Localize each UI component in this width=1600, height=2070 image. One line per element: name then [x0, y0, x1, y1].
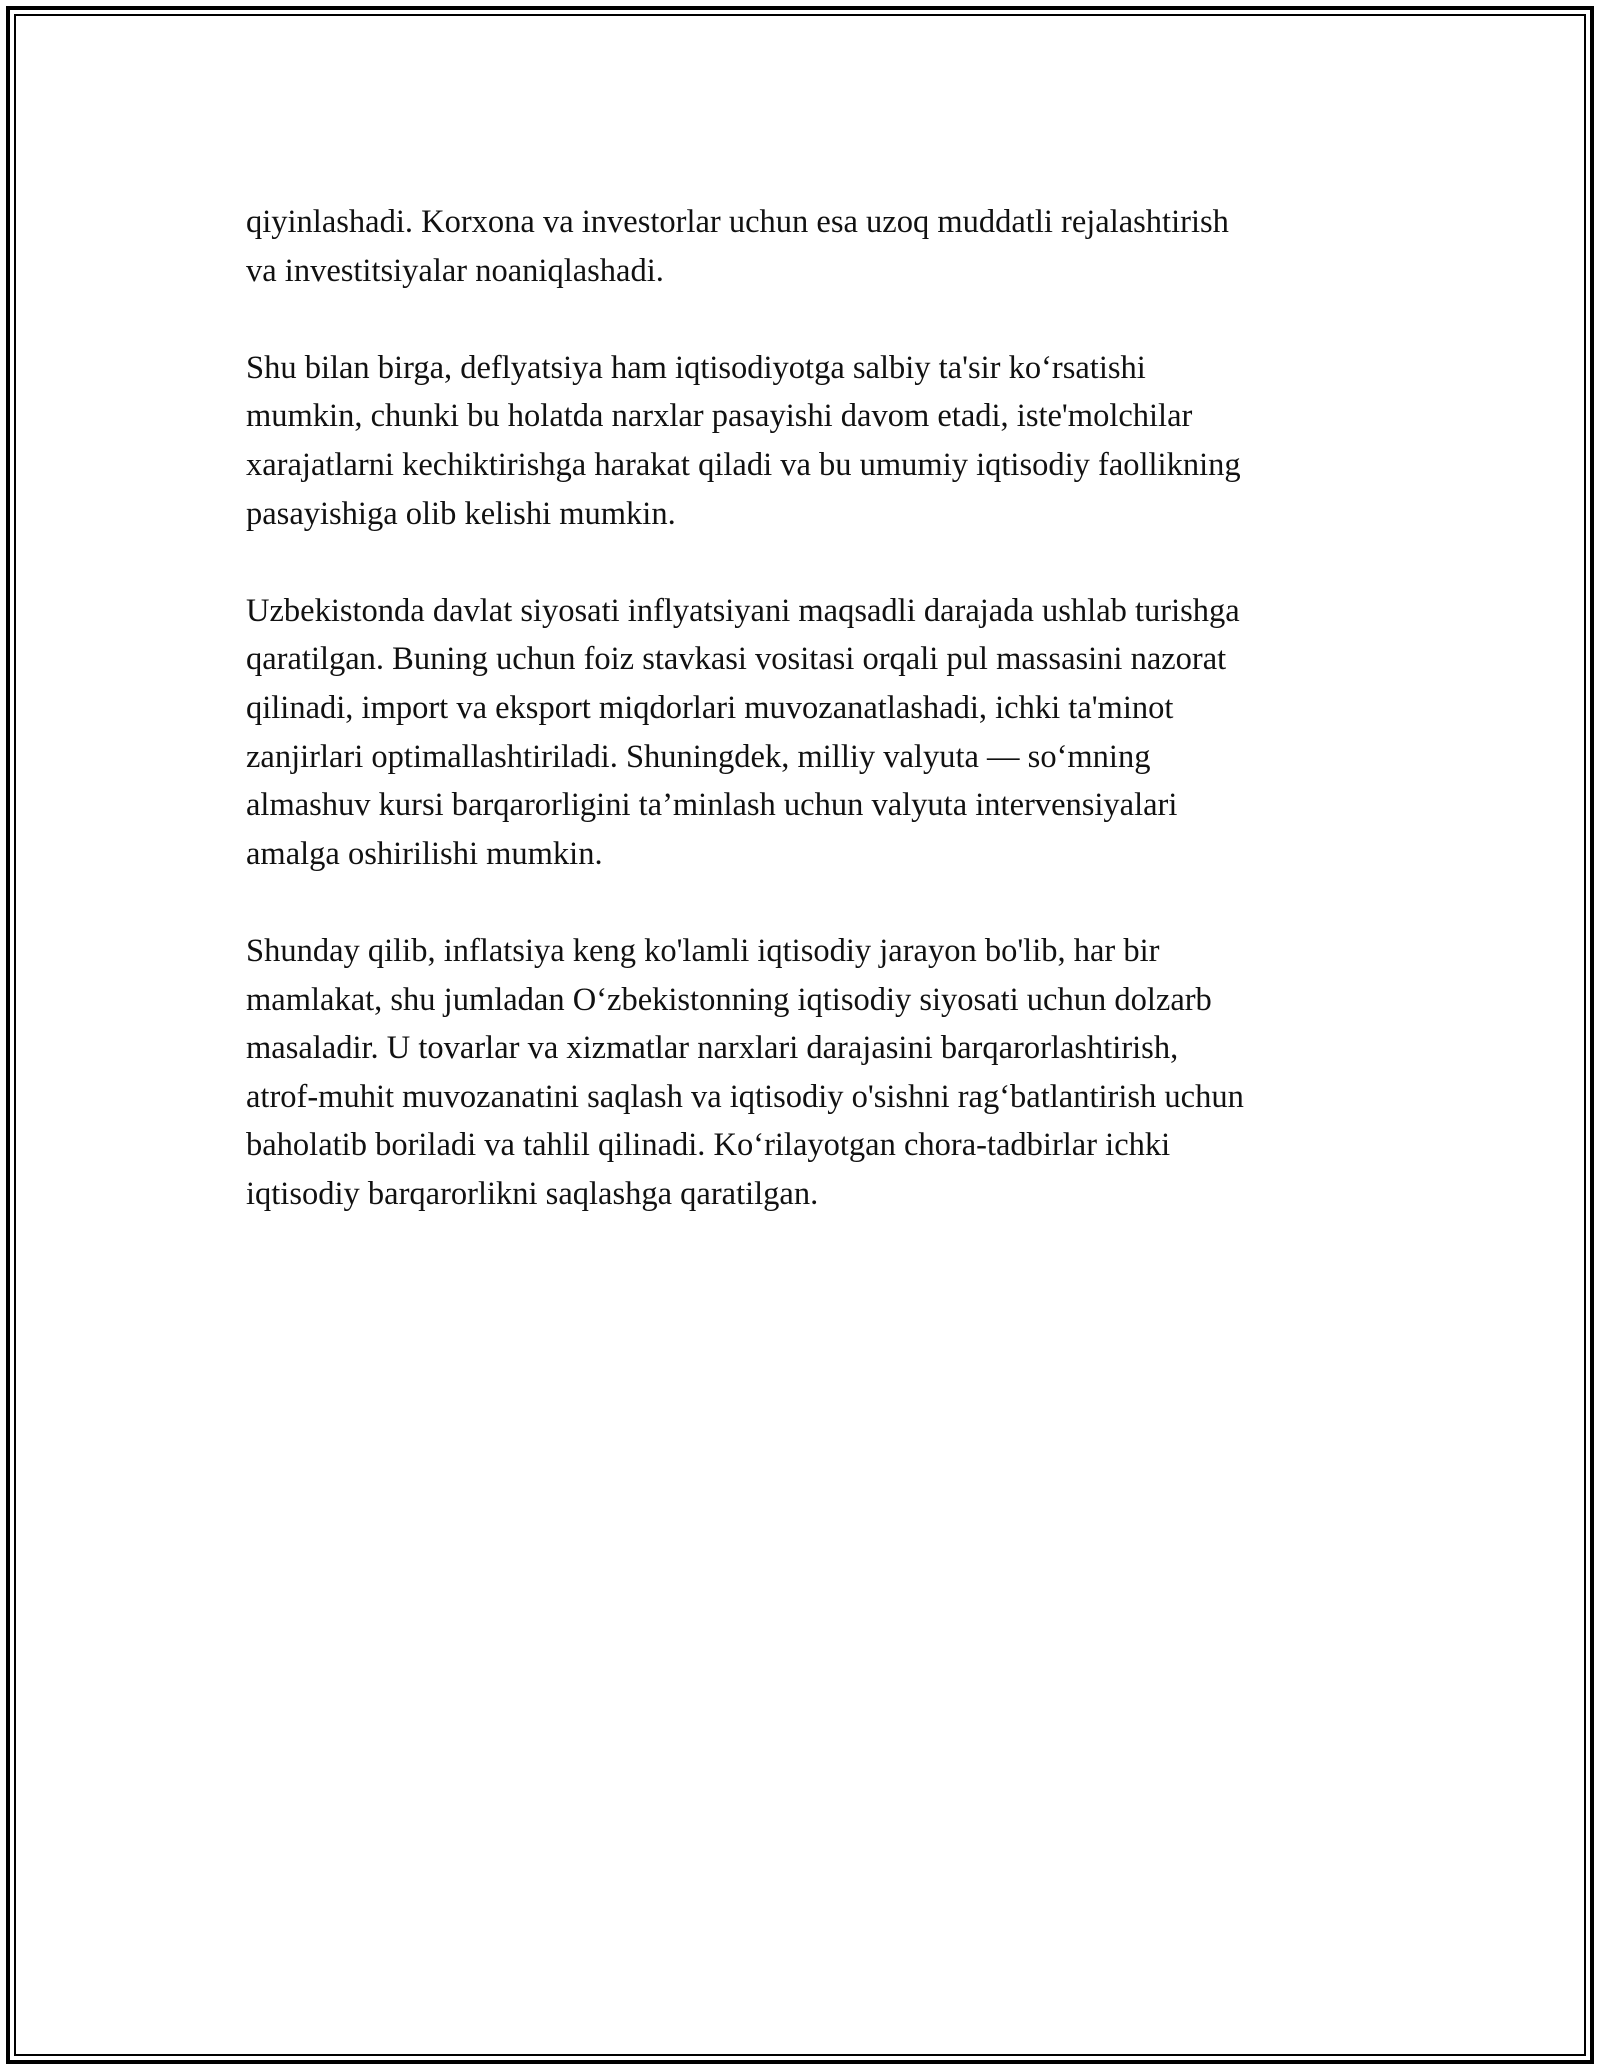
text-line: baholatib boriladi va tahlil qilinadi. Ko‘rilayotgan chora-tadbirlar ichki — [246, 1127, 1171, 1164]
paragraph-2 — [246, 344, 1386, 538]
text-line: iqtisodiy barqarorlikni saqlashga qaratilgan. — [246, 1175, 819, 1212]
text-line: mamlakat, shu jumladan O‘zbekistonning iqtisodiy siyosati uchun dolzarb — [246, 981, 1212, 1018]
text-line: qilinadi, import va eksport miqdorlari muvozanatlashadi, ichki ta'minot — [246, 689, 1174, 726]
text-line: mumkin, chunki bu holatda narxlar pasayishi davom etadi, iste'molchilar — [246, 398, 1193, 435]
text-line: Shunday qilib, inflatsiya keng ko'lamli iqtisodiy jarayon bo'lib, har bir — [246, 932, 1160, 969]
text-line: qaratilgan. Buning uchun foiz stavkasi vositasi orqali pul massasini nazorat — [246, 641, 1227, 678]
paragraph-3 — [246, 587, 1386, 879]
text-line: almashuv kursi barqarorligini ta’minlash uchun valyuta intervensiyalari — [246, 787, 1178, 824]
text-line: masaladir. U tovarlar va xizmatlar narxlari darajasini barqarorlashtirish, — [246, 1030, 1179, 1067]
paragraph-1 — [246, 198, 1386, 295]
text-line: zanjirlari optimallashtiriladi. Shuningdek, milliy valyuta — so‘mning — [246, 738, 1151, 775]
text-line: Shu bilan birga, deflyatsiya ham iqtisodiyotga salbiy ta'sir ko‘rsatishi — [246, 349, 1146, 386]
text-line: atrof-muhit muvozanatini saqlash va iqtisodiy o'sishni rag‘batlantirish uchun — [246, 1078, 1244, 1115]
text-line: pasayishiga olib kelishi mumkin. — [246, 495, 676, 532]
text-line: amalga oshirilishi mumkin. — [246, 835, 603, 872]
text-line: qiyinlashadi. Korxona va investorlar uchun esa uzoq muddatli rejalashtirish — [246, 204, 1229, 240]
text-line: xarajatlarni kechiktirishga harakat qiladi va bu umumiy iqtisodiy faollikning — [246, 446, 1241, 483]
text-line: Uzbekistonda davlat siyosati inflyatsiyani maqsadli darajada ushlab turishga — [246, 592, 1240, 629]
document-body — [246, 198, 1386, 1267]
paragraph-4 — [246, 927, 1386, 1219]
page-border — [6, 6, 1594, 2064]
text-line: va investitsiyalar noaniqlashadi. — [246, 252, 664, 289]
